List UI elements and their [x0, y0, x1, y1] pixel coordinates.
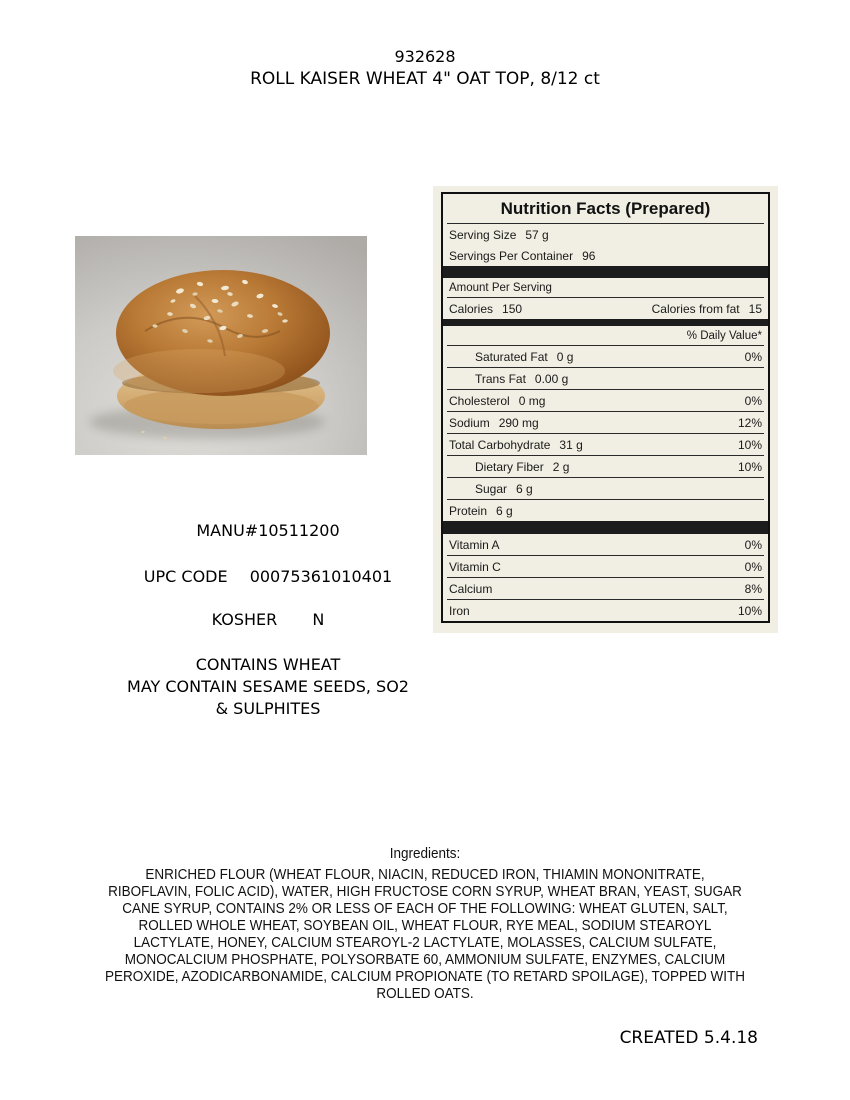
- allergen-statement: [0, 654, 536, 720]
- vitamin-label: Vitamin A: [449, 537, 500, 552]
- calories-from-fat-label: Calories from fat: [651, 301, 740, 316]
- created-date: CREATED 5.4.18: [619, 1028, 758, 1048]
- nutrient-amount: 290 mg: [498, 415, 539, 430]
- nutrient-amount: 0 g: [556, 349, 574, 364]
- calories-value: 150: [502, 301, 523, 316]
- nutrient-amount: 6 g: [496, 503, 513, 518]
- vitamin-label: Iron: [449, 603, 470, 618]
- vitamin-dv: 0%: [744, 537, 762, 552]
- vitamin-dv: 8%: [744, 581, 762, 596]
- nutrient-label: Cholesterol: [449, 393, 510, 408]
- serving-size-label: Serving Size: [449, 227, 517, 242]
- upc-label: UPC CODE: [143, 567, 228, 586]
- vitamin-label: Calcium: [449, 581, 493, 596]
- nutrient-label: Protein: [449, 503, 488, 518]
- allergen-line: MAY CONTAIN SESAME SEEDS, SO2: [127, 677, 409, 696]
- nutrient-label: Sodium: [449, 415, 490, 430]
- vitamin-dv: 10%: [737, 603, 762, 618]
- ingredients-line: LACTYLATE, HONEY, CALCIUM STEAROYL-2 LACTYLATE, MOLASSES, CALCIUM SULFATE,: [133, 934, 717, 951]
- ingredients-section: [0, 845, 850, 1002]
- calories-label: Calories: [449, 301, 494, 316]
- amount-per-serving-label: Amount Per Serving: [449, 281, 552, 294]
- nutrient-label: Saturated Fat: [475, 349, 548, 364]
- nutrient-amount: 6 g: [516, 481, 533, 496]
- kosher-row: [0, 610, 536, 629]
- nutrient-label: Sugar: [475, 481, 508, 496]
- nutrient-amount: 31 g: [559, 437, 583, 452]
- ingredients-line: ROLLED OATS.: [376, 985, 474, 1002]
- nutrient-dv: 12%: [737, 415, 762, 430]
- calories-from-fat: [652, 302, 762, 316]
- nutrient-dv: 10%: [737, 459, 762, 474]
- allergen-line: CONTAINS WHEAT: [195, 655, 341, 674]
- serving-size-value: 57 g: [525, 227, 549, 242]
- servings-per-container-value: 96: [582, 248, 596, 263]
- calories-from-fat-value: 15: [748, 301, 762, 316]
- product-number: 932628: [394, 47, 456, 66]
- nutrient-dv: 0%: [744, 349, 762, 364]
- nutrient-label: Total Carbohydrate: [449, 437, 551, 452]
- ingredients-line: RIBOFLAVIN, FOLIC ACID), WATER, HIGH FRUCTOSE CORN SYRUP, WHEAT BRAN, YEAST, SUGAR: [108, 883, 742, 900]
- product-name: ROLL KAISER WHEAT 4" OAT TOP, 8/12 ct: [250, 69, 600, 89]
- kosher-label: KOSHER: [211, 610, 278, 629]
- ingredients-heading: Ingredients:: [389, 845, 461, 862]
- daily-value-header: % Daily Value*: [686, 329, 762, 342]
- vitamin-dv: 0%: [744, 559, 762, 574]
- upc-value: 00075361010401: [249, 567, 393, 586]
- ingredients-line: ENRICHED FLOUR (WHEAT FLOUR, NIACIN, REDUCED IRON, THIAMIN MONONITRATE,: [145, 866, 705, 883]
- nutrition-title: Nutrition Facts (Prepared): [500, 199, 711, 218]
- ingredients-line: ROLLED WHOLE WHEAT, SOYBEAN OIL, WHEAT FLOUR, RYE MEAL, SODIUM STEAROYL: [138, 917, 712, 934]
- vitamin-label: Vitamin C: [449, 559, 501, 574]
- nutrient-amount: 0 mg: [518, 393, 546, 408]
- nutrient-label: Trans Fat: [475, 371, 526, 386]
- allergen-line: & SULPHITES: [215, 699, 321, 718]
- servings-per-container-label: Servings Per Container: [449, 248, 574, 263]
- kosher-value: N: [312, 610, 325, 629]
- nutrient-dv: 0%: [744, 393, 762, 408]
- nutrient-amount: 2 g: [552, 459, 570, 474]
- ingredients-line: PEROXIDE, AZODICARBONAMIDE, CALCIUM PROPIONATE (TO RETARD SPOILAGE), TOPPED WITH: [104, 968, 746, 985]
- nutrient-label: Dietary Fiber: [475, 459, 544, 474]
- ingredients-line: CANE SYRUP, CONTAINS 2% OR LESS OF EACH OF THE FOLLOWING: WHEAT GLUTEN, SALT,: [122, 900, 728, 917]
- manu-number: MANU#10511200: [196, 521, 340, 540]
- nutrient-dv: 10%: [737, 437, 762, 452]
- nutrient-amount: 0.00 g: [534, 371, 569, 386]
- ingredients-line: MONOCALCIUM PHOSPHATE, POLYSORBATE 60, AMMONIUM SULFATE, ENZYMES, CALCIUM: [124, 951, 726, 968]
- upc-code-row: [0, 567, 536, 586]
